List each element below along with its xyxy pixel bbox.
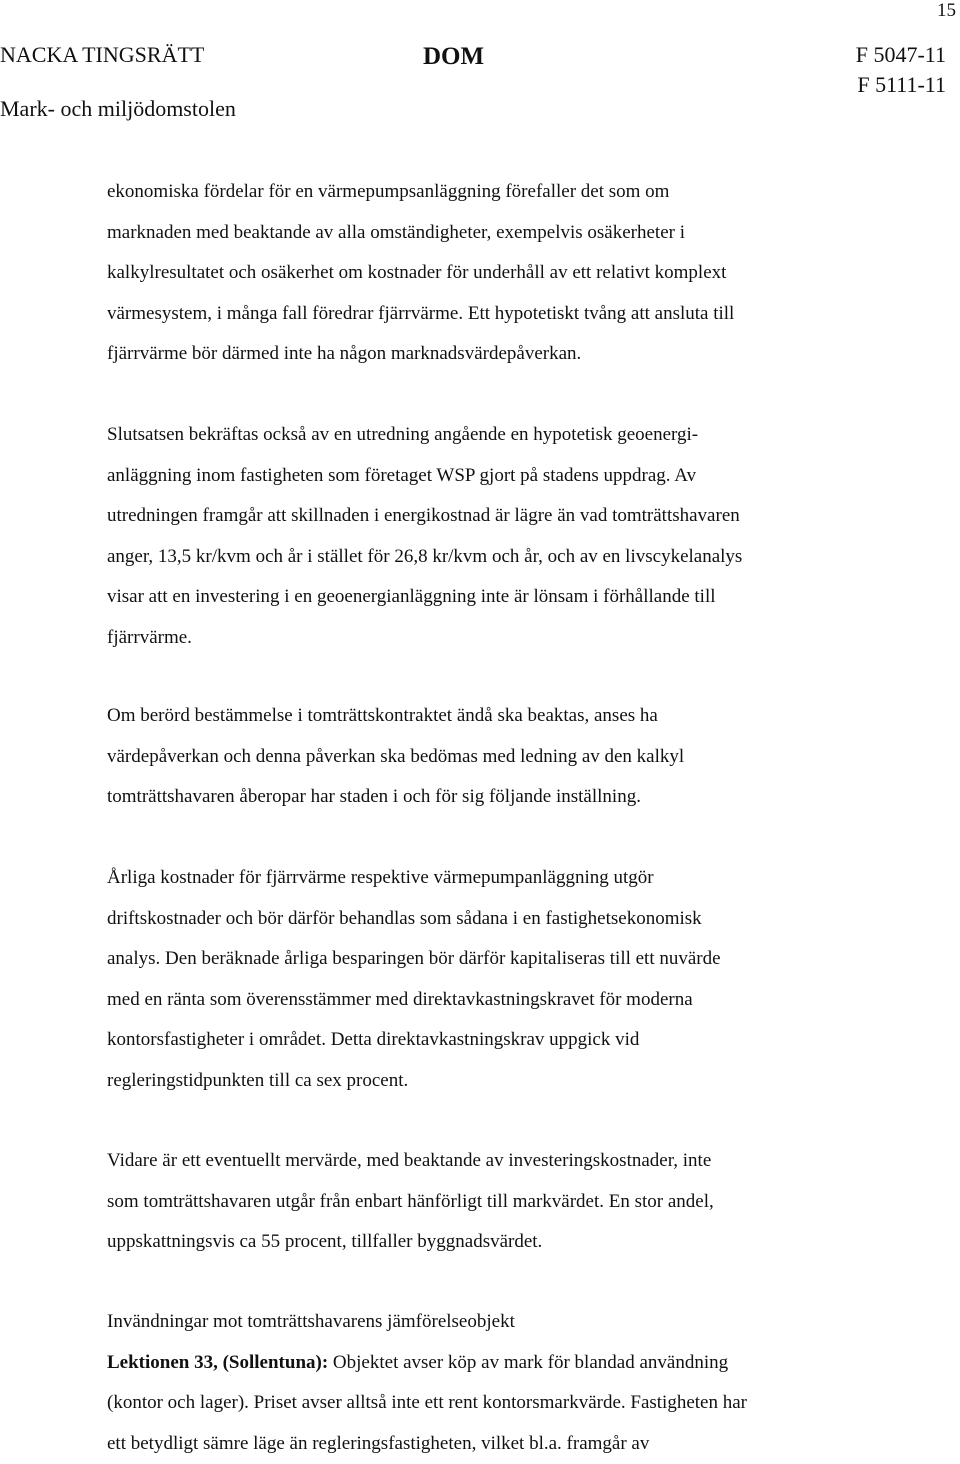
- text-line: Slutsatsen bekräftas också av en utredning angående en hypotetisk geoenergi-: [107, 415, 907, 456]
- text-line: regleringstidpunkten till ca sex procent.: [107, 1061, 907, 1102]
- text-line: ekonomiska fördelar för en värmepumpsanläggning förefaller det som om: [107, 172, 907, 213]
- page-number: 15: [937, 0, 956, 22]
- text-line: uppskattningsvis ca 55 procent, tillfaller byggnadsvärdet.: [107, 1222, 907, 1263]
- text-line: Vidare är ett eventuellt mervärde, med beaktande av investeringskostnader, inte: [107, 1141, 907, 1182]
- court-department: Mark- och miljödomstolen: [0, 96, 236, 122]
- text-line: fjärrvärme.: [107, 618, 907, 659]
- case-number: F 5111-11: [857, 72, 946, 98]
- paragraph: [107, 696, 907, 818]
- text-line: Om berörd bestämmelse i tomträttskontraktet ändå ska beaktas, anses ha: [107, 696, 907, 737]
- text-line: fjärrvärme bör därmed inte ha någon marknadsvärdepåverkan.: [107, 334, 907, 375]
- text-line: marknaden med beaktande av alla omständigheter, exempelvis osäkerheter i: [107, 213, 907, 254]
- court-name: NACKA TINGSRÄTT: [0, 42, 204, 68]
- paragraph: [107, 1141, 907, 1263]
- text-line: kalkylresultatet och osäkerhet om kostnader för underhåll av ett relativt komplext: [107, 253, 907, 294]
- text-line: kontorsfastigheter i området. Detta direktavkastningskrav uppgick vid: [107, 1020, 907, 1061]
- text-line: utredningen framgår att skillnaden i energikostnad är lägre än vad tomträttshavaren: [107, 496, 907, 537]
- section-heading: Invändningar mot tomträttshavarens jämförelseobjekt: [107, 1302, 907, 1343]
- text-line: värdepåverkan och denna påverkan ska bedömas med ledning av den kalkyl: [107, 737, 907, 778]
- paragraph: [107, 858, 907, 1101]
- text-line: anger, 13,5 kr/kvm och år i stället för 26,8 kr/kvm och år, och av en livscykelanalys: [107, 537, 907, 578]
- text-line: tomträttshavaren åberopar har staden i och för sig följande inställning.: [107, 777, 907, 818]
- document-type: DOM: [423, 44, 484, 70]
- text-line: driftskostnader och bör därför behandlas som sådana i en fastighetsekonomisk: [107, 899, 907, 940]
- case-number: F 5047-11: [856, 42, 946, 68]
- text-line: värmesystem, i många fall föredrar fjärrvärme. Ett hypotetiskt tvång att ansluta till: [107, 294, 907, 335]
- text-line: ett betydligt sämre läge än regleringsfastigheten, vilket bl.a. framgår av: [107, 1424, 907, 1464]
- text-line: med en ränta som överensstämmer med direktavkastningskravet för moderna: [107, 980, 907, 1021]
- paragraph: [107, 172, 907, 375]
- text-line: (kontor och lager). Priset avser alltså inte ett rent kontorsmarkvärde. Fastigheten har: [107, 1383, 907, 1424]
- section-objections: [107, 1302, 907, 1464]
- text-line: Årliga kostnader för fjärrvärme respektive värmepumpanläggning utgör: [107, 858, 907, 899]
- text-line: [107, 1343, 907, 1384]
- text-line: visar att en investering i en geoenergianläggning inte är lönsam i förhållande till: [107, 577, 907, 618]
- text-line: som tomträttshavaren utgår från enbart hänförligt till markvärdet. En stor andel,: [107, 1182, 907, 1223]
- text-fragment: Objektet avser köp av mark för blandad användning: [328, 1352, 728, 1373]
- paragraph: [107, 415, 907, 658]
- text-line: anläggning inom fastigheten som företaget WSP gjort på stadens uppdrag. Av: [107, 456, 907, 497]
- object-label: Lektionen 33, (Sollentuna):: [107, 1352, 328, 1373]
- text-line: analys. Den beräknade årliga besparingen bör därför kapitaliseras till ett nuvärde: [107, 939, 907, 980]
